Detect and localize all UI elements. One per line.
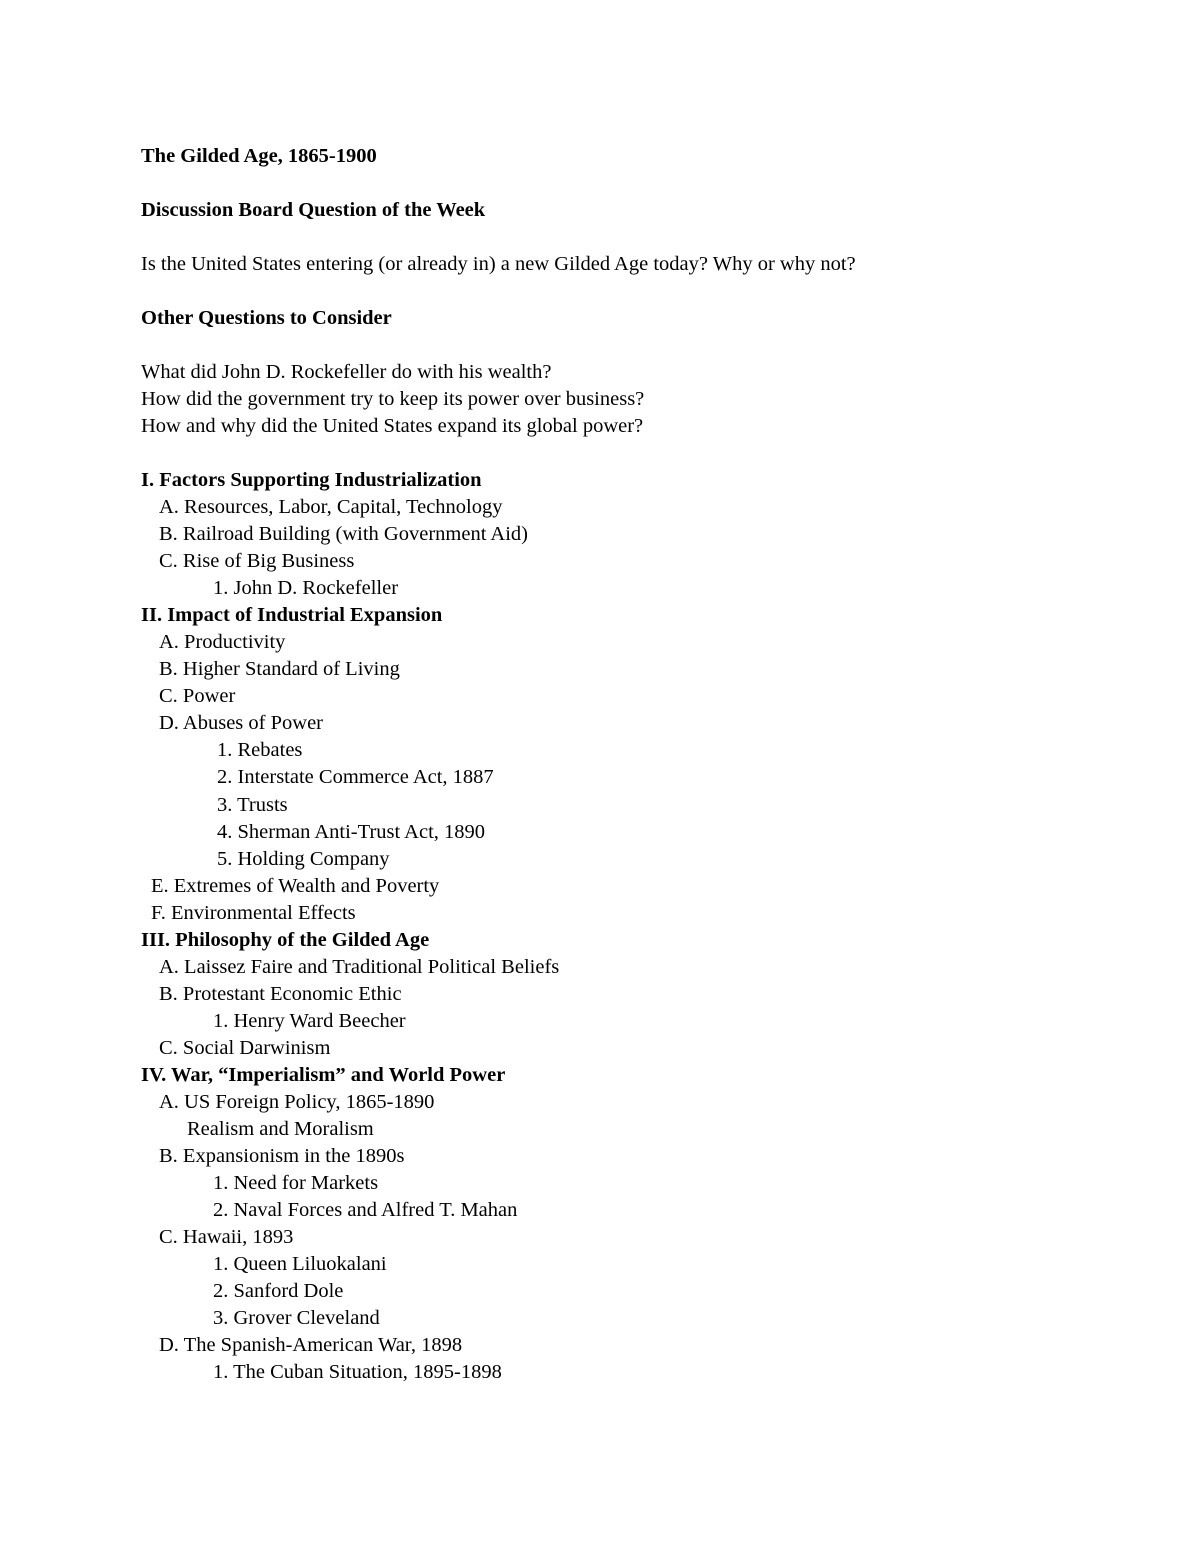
outline-subitem: 1. Henry Ward Beecher xyxy=(213,1010,406,1032)
document-title: The Gilded Age, 1865-1900 xyxy=(141,145,377,167)
outline-item: B. Higher Standard of Living xyxy=(159,658,400,680)
outline-subitem: 1. Rebates xyxy=(217,739,303,761)
outline-item: B. Railroad Building (with Government Aid) xyxy=(159,523,528,545)
outline-subitem: 4. Sherman Anti-Trust Act, 1890 xyxy=(217,821,486,843)
outline-item: C. Social Darwinism xyxy=(159,1037,331,1059)
outline-subitem: 3. Grover Cleveland xyxy=(213,1307,380,1329)
discussion-heading: Discussion Board Question of the Week xyxy=(141,199,486,221)
outline-subitem: 2. Sanford Dole xyxy=(213,1280,344,1302)
outline-subitem: 1. The Cuban Situation, 1895-1898 xyxy=(213,1361,502,1383)
outline-section-heading: I. Factors Supporting Industrialization xyxy=(141,469,482,491)
outline-item: D. The Spanish-American War, 1898 xyxy=(159,1334,463,1356)
outline-subitem: 3. Trusts xyxy=(217,794,288,816)
outline-item: C. Power xyxy=(159,685,236,707)
other-question-2: How did the government try to keep its power over business? xyxy=(141,388,645,410)
outline-item: B. Expansionism in the 1890s xyxy=(159,1145,405,1167)
outline-subitem: 1. Queen Liluokalani xyxy=(213,1253,387,1275)
outline-item: A. US Foreign Policy, 1865-1890 xyxy=(159,1091,435,1113)
outline-section-heading: IV. War, “Imperialism” and World Power xyxy=(141,1064,506,1086)
outline-item: B. Protestant Economic Ethic xyxy=(159,983,402,1005)
outline-item: D. Abuses of Power xyxy=(159,712,323,734)
outline-subitem: 1. Need for Markets xyxy=(213,1172,379,1194)
discussion-question: Is the United States entering (or already in) a new Gilded Age today? Why or why not? xyxy=(141,253,856,275)
outline-item: A. Laissez Faire and Traditional Political Beliefs xyxy=(159,956,560,978)
outline-item: C. Rise of Big Business xyxy=(159,550,355,572)
outline-item: F. Environmental Effects xyxy=(151,902,356,924)
other-questions-heading: Other Questions to Consider xyxy=(141,307,392,329)
outline-subitem: 5. Holding Company xyxy=(217,848,390,870)
other-question-3: How and why did the United States expand its global power? xyxy=(141,415,644,437)
outline-item: A. Resources, Labor, Capital, Technology xyxy=(159,496,503,518)
outline-item: A. Productivity xyxy=(159,631,286,653)
other-question-1: What did John D. Rockefeller do with his wealth? xyxy=(141,361,552,383)
outline-item-continuation: Realism and Moralism xyxy=(187,1118,374,1140)
outline-subitem: 1. John D. Rockefeller xyxy=(213,577,399,599)
outline-section-heading: III. Philosophy of the Gilded Age xyxy=(141,929,430,951)
outline-section-heading: II. Impact of Industrial Expansion xyxy=(141,604,443,626)
outline-subitem: 2. Interstate Commerce Act, 1887 xyxy=(217,766,494,788)
outline-item: C. Hawaii, 1893 xyxy=(159,1226,294,1248)
outline-subitem: 2. Naval Forces and Alfred T. Mahan xyxy=(213,1199,518,1221)
outline-item: E. Extremes of Wealth and Poverty xyxy=(151,875,440,897)
